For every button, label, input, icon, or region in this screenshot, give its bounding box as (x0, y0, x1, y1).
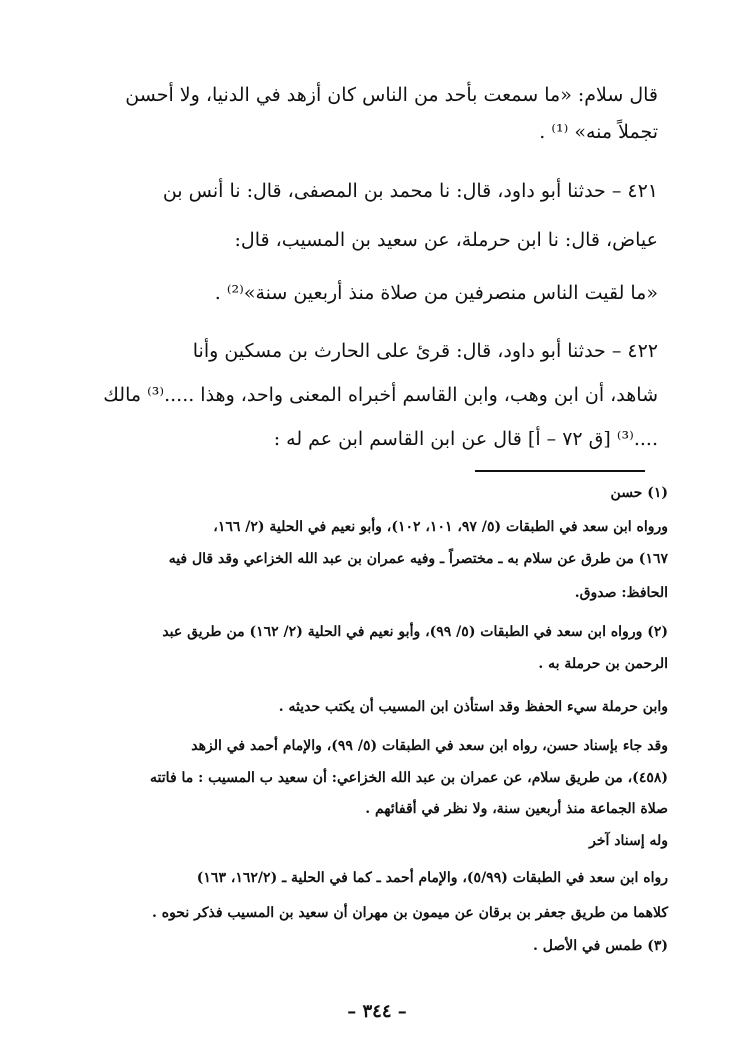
main-text-line: شاهد، أن ابن وهب، وابن القاسم أخبراه المعنى واحد، وهذا .....⁽³⁾ مالك (103, 384, 658, 406)
footnote-line: (١) حسن (610, 485, 668, 501)
footnote-line: صلاة الجماعة منذ أربعين سنة، ولا نظر في أقفائهم . (365, 801, 668, 817)
footnote-separator (475, 470, 645, 472)
footnote-line: (٣) طمس في الأصل . (533, 938, 668, 954)
footnote-line: كلاهما من طريق جعفر بن برقان عن ميمون بن مهران أن سعيد بن المسيب فذكر نحوه . (151, 905, 668, 921)
footnote-line: (٢) ورواه ابن سعد في الطبقات (٥/ ٩٩)، وأبو نعيم في الحلية (٢/ ١٦٢) من طريق عبد (162, 624, 668, 640)
main-text-line: «ما لقيت الناس منصرفين من صلاة منذ أربعين سنة»⁽²⁾ . (214, 282, 658, 304)
footnote-line: ١٦٧) من طرق عن سلام به ـ مختصراً ـ وفيه عمران بن عبد الله الخزاعي وقد قال فيه (168, 551, 668, 567)
footnote-line: ورواه ابن سعد في الطبقات (٥/ ٩٧، ١٠١، ١٠٢)، وأبو نعيم في الحلية (٢/ ١٦٦، (213, 519, 668, 535)
footnote-line: (٤٥٨)، من طريق سلام، عن عمران بن عبد الله الخزاعي: أن سعيد ب المسيب : ما فاتته (150, 770, 668, 786)
footnote-line: الرحمن بن حرملة به . (538, 656, 668, 672)
footnote-line: وله إسناد آخر (589, 833, 668, 849)
footnote-line: وابن حرملة سيء الحفظ وقد استأذن ابن المسيب أن يكتب حديثه . (278, 699, 668, 715)
footnote-line: الحافظ: صدوق. (574, 585, 668, 601)
footnote-line: وقد جاء بإسناد حسن، رواه ابن سعد في الطبقات (٥/ ٩٩)، والإمام أحمد في الزهد (191, 738, 668, 754)
main-text-line: عياض، قال: نا ابن حرملة، عن سعيد بن المسيب، قال: (234, 229, 658, 251)
footnote-line: رواه ابن سعد في الطبقات (٥/٩٩)، والإمام أحمد ـ كما في الحلية ـ (١٦٢/٢، ١٦٣) (196, 870, 668, 886)
main-text-line: ٤٢١ – حدثنا أبو داود، قال: نا محمد بن المصفى، قال: نا أنس بن (162, 180, 658, 202)
main-text-line: قال سلام: «ما سمعت بأحد من الناس كان أزهد في الدنيا، ولا أحسن (125, 84, 658, 106)
main-text-line: ....⁽³⁾ [ق ٧٢ – أ] قال عن ابن القاسم ابن عم له : (273, 428, 658, 450)
main-text-line: ٤٢٢ – حدثنا أبو داود، قال: قرئ على الحارث بن مسكين وأنا (192, 340, 658, 362)
page-number: – ٣٤٤ – (347, 1001, 407, 1022)
main-text-line: تجملاً منه» ⁽¹⁾ . (539, 121, 658, 143)
